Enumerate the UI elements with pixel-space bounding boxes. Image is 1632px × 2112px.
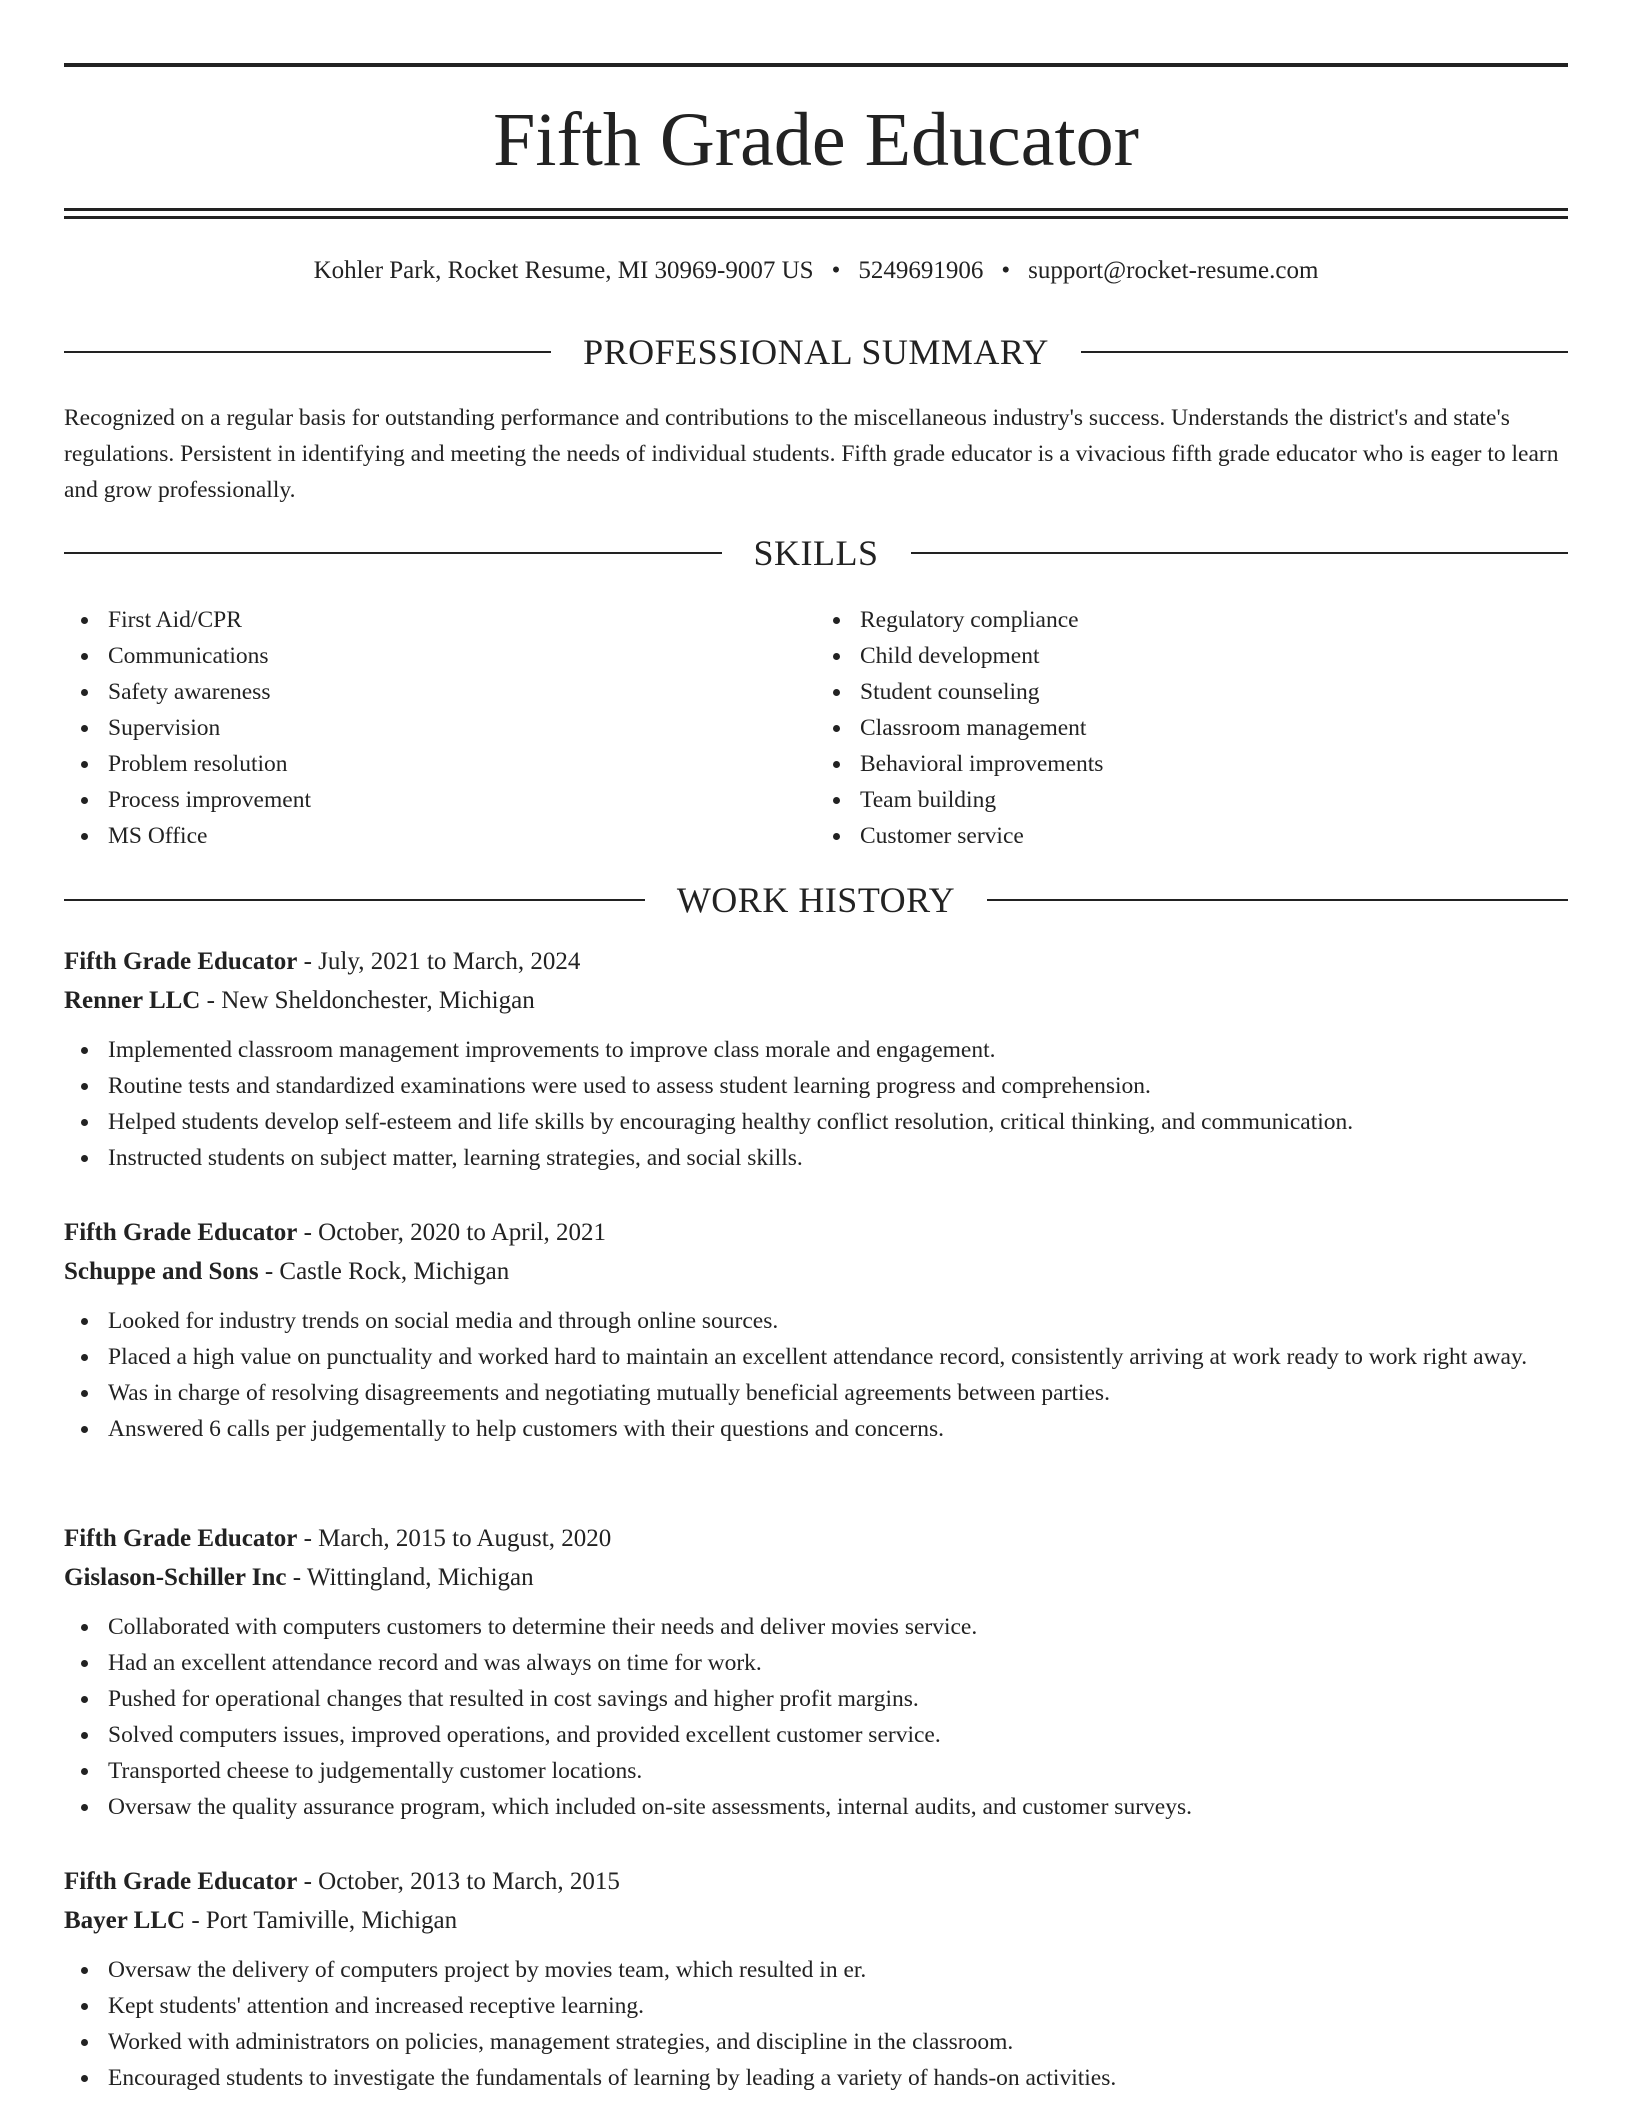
- skill-item: Child development: [860, 638, 1568, 674]
- job-entry: [64, 1213, 1568, 1447]
- job-company: Gislason-Schiller Inc: [64, 1564, 287, 1591]
- job-dates: October, 2013 to March, 2015: [318, 1868, 620, 1895]
- header-rule-upper: [64, 208, 1568, 211]
- job-company-line: [64, 1252, 1568, 1291]
- job-title: Fifth Grade Educator: [64, 1525, 298, 1552]
- skill-item: Student counseling: [860, 674, 1568, 710]
- job-bullet: Oversaw the quality assurance program, which included on-site assessments, internal audits, and customer surveys.: [108, 1789, 1568, 1825]
- job-bullet: Instructed students on subject matter, learning strategies, and social skills.: [108, 1140, 1568, 1176]
- job-bullet: Implemented classroom management improvements to improve class morale and engagement.: [108, 1032, 1568, 1068]
- job-bullets: [64, 1952, 1568, 2096]
- job-bullet: Had an excellent attendance record and was always on time for work.: [108, 1645, 1568, 1681]
- job-bullet: Solved computers issues, improved operations, and provided excellent customer service.: [108, 1717, 1568, 1753]
- job-company: Schuppe and Sons: [64, 1258, 259, 1285]
- contact-address: Kohler Park, Rocket Resume, MI 30969-9007 US: [313, 257, 814, 284]
- job-dates: October, 2020 to April, 2021: [318, 1219, 607, 1246]
- skill-item: MS Office: [108, 818, 816, 854]
- contact-phone: 5249691906: [858, 257, 984, 284]
- job-bullets: [64, 1609, 1568, 1825]
- contact-email[interactable]: support@rocket-resume.com: [1028, 257, 1319, 284]
- skill-item: Team building: [860, 782, 1568, 818]
- job-bullet: Placed a high value on punctuality and worked hard to maintain an excellent attendance record, consistently arriving at work ready to work right away.: [108, 1339, 1568, 1375]
- job-title: Fifth Grade Educator: [64, 948, 298, 975]
- job-bullet: Answered 6 calls per judgementally to help customers with their questions and concerns.: [108, 1411, 1568, 1447]
- job-dash: -: [286, 1564, 307, 1591]
- job-dates: July, 2021 to March, 2024: [318, 948, 581, 975]
- job-location: New Sheldonchester, Michigan: [221, 987, 535, 1014]
- skills-column-left: [64, 602, 816, 854]
- job-bullet: Kept students' attention and increased receptive learning.: [108, 1988, 1568, 2024]
- job-location: Castle Rock, Michigan: [279, 1258, 510, 1285]
- skills-list: [64, 602, 1568, 854]
- skill-item: Problem resolution: [108, 746, 816, 782]
- job-title-line: [64, 1519, 1568, 1558]
- job-dash: -: [258, 1258, 280, 1285]
- skill-item: Communications: [108, 638, 816, 674]
- job-location: Wittingland, Michigan: [306, 1564, 534, 1591]
- contact-separator: •: [1001, 257, 1011, 284]
- job-company: Renner LLC: [64, 987, 201, 1014]
- header-rule-lower: [64, 216, 1568, 219]
- job-title-line: [64, 942, 1568, 981]
- summary-text: Recognized on a regular basis for outstanding performance and contributions to the miscellaneous industry's success. Understands the district's and state's regulations. Persistent in identifying and meeting the needs of individual students. Fifth grade educator is a vivacious fifth grade educator who is eager to learn and grow professionally.: [64, 405, 1559, 503]
- job-bullet: Encouraged students to investigate the fundamentals of learning by leading a variety of hands-on activities.: [108, 2060, 1568, 2096]
- job-entry: [64, 1862, 1568, 2096]
- job-title: Fifth Grade Educator: [64, 1219, 298, 1246]
- job-bullets: [64, 1032, 1568, 1176]
- job-bullet: Collaborated with computers customers to determine their needs and deliver movies service.: [108, 1609, 1568, 1645]
- heading-rule-right: [911, 552, 1569, 554]
- heading-rule-left: [64, 899, 645, 901]
- skill-item: Classroom management: [860, 710, 1568, 746]
- job-bullet: Routine tests and standardized examinations were used to assess student learning progress and comprehension.: [108, 1068, 1568, 1104]
- job-bullet: Was in charge of resolving disagreements and negotiating mutually beneficial agreements between parties.: [108, 1375, 1568, 1411]
- skill-item: Behavioral improvements: [860, 746, 1568, 782]
- job-company: Bayer LLC: [64, 1907, 186, 1934]
- job-entry: [64, 942, 1568, 1176]
- job-bullets: [64, 1303, 1568, 1447]
- job-dash: -: [185, 1907, 206, 1934]
- job-bullet: Worked with administrators on policies, management strategies, and discipline in the classroom.: [108, 2024, 1568, 2060]
- skill-item: Supervision: [108, 710, 816, 746]
- job-bullet: Pushed for operational changes that resulted in cost savings and higher profit margins.: [108, 1681, 1568, 1717]
- heading-rule-left: [64, 351, 551, 353]
- job-dash: -: [297, 1525, 319, 1552]
- job-entry: [64, 1519, 1568, 1825]
- top-rule: [64, 63, 1568, 67]
- summary-heading-label: PROFESSIONAL SUMMARY: [583, 332, 1049, 372]
- job-bullet: Helped students develop self-esteem and life skills by encouraging healthy conflict resolution, critical thinking, and communication.: [108, 1104, 1568, 1140]
- job-bullet: Looked for industry trends on social media and through online sources.: [108, 1303, 1568, 1339]
- skill-item: Regulatory compliance: [860, 602, 1568, 638]
- skills-column-right: [816, 602, 1568, 854]
- contact-separator: •: [831, 257, 841, 284]
- skills-heading-label: SKILLS: [753, 533, 879, 573]
- job-title-line: [64, 1862, 1568, 1901]
- heading-rule-left: [64, 552, 722, 554]
- job-title-line: [64, 1213, 1568, 1252]
- job-dash: -: [297, 1219, 319, 1246]
- heading-rule-right: [987, 899, 1568, 901]
- contact-line: [64, 254, 1568, 288]
- job-dates: March, 2015 to August, 2020: [318, 1525, 612, 1552]
- skill-item: Customer service: [860, 818, 1568, 854]
- summary-heading: [64, 332, 1568, 372]
- job-dash: -: [297, 1868, 319, 1895]
- job-bullet: Oversaw the delivery of computers project by movies team, which resulted in er.: [108, 1952, 1568, 1988]
- work-history-heading: [64, 880, 1568, 920]
- job-title: Fifth Grade Educator: [64, 1868, 298, 1895]
- work-history-heading-label: WORK HISTORY: [676, 880, 956, 920]
- job-company-line: [64, 1558, 1568, 1597]
- candidate-name: Fifth Grade Educator: [493, 98, 1139, 182]
- job-bullet: Transported cheese to judgementally customer locations.: [108, 1753, 1568, 1789]
- job-company-line: [64, 981, 1568, 1020]
- job-location: Port Tamiville, Michigan: [205, 1907, 458, 1934]
- skills-heading: [64, 533, 1568, 573]
- job-company-line: [64, 1901, 1568, 1940]
- job-dash: -: [297, 948, 319, 975]
- skill-item: Safety awareness: [108, 674, 816, 710]
- skill-item: Process improvement: [108, 782, 816, 818]
- job-dash: -: [200, 987, 222, 1014]
- skill-item: First Aid/CPR: [108, 602, 816, 638]
- heading-rule-right: [1081, 351, 1568, 353]
